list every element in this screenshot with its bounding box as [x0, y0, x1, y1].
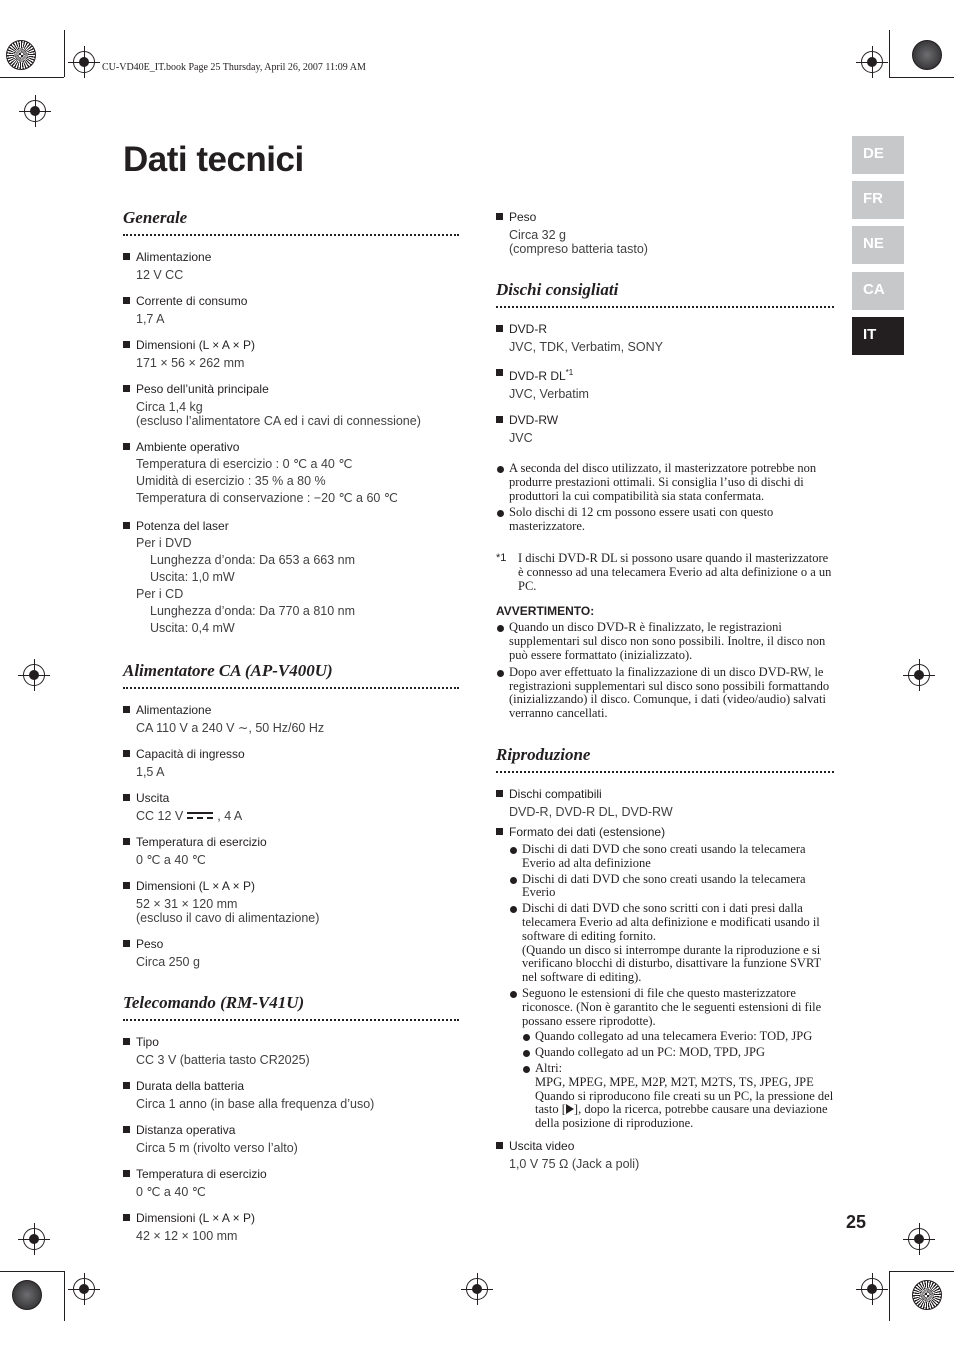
spec-item: [123, 440, 459, 507]
dc-symbol-icon: [185, 811, 215, 821]
lang-tab-it: IT: [852, 317, 904, 355]
spec-label-text: DVD-R DL: [509, 369, 566, 383]
spec-label: Ambiente operativo: [136, 440, 240, 454]
spec-item: [123, 1079, 459, 1111]
spec-value-part: CC 12 V: [136, 809, 184, 823]
footnote-ref: *1: [565, 368, 574, 377]
page-title: Dati tecnici: [123, 140, 304, 179]
spec-label: Capacità di ingresso: [136, 747, 245, 761]
warning-bullet: Quando un disco DVD-R è finalizzato, le registrazioni supplementari sul disco non sono possibili. Inoltre, il disco non può essere formattato (inizializzato).: [496, 621, 834, 662]
right-column: [496, 198, 834, 1171]
spec-value: [136, 893, 459, 925]
crop-line: [889, 1271, 890, 1321]
crop-line: [0, 1271, 64, 1272]
spec-value-line: (compreso batteria tasto): [509, 242, 648, 256]
registration-mark-icon: [466, 1278, 488, 1300]
spec-label: Temperatura di esercizio: [136, 1167, 267, 1181]
spec-value-line: Lunghezza d’onda: Da 770 a 810 nm: [150, 604, 356, 618]
spec-value-line: Uscita: 0,4 mW: [150, 621, 235, 635]
spec-item: [123, 937, 459, 969]
spec-label: Dimensioni (L × A × P): [136, 879, 255, 893]
spec-label: Durata della batteria: [136, 1079, 245, 1093]
format-bullet-text: Dischi di dati DVD che sono scritti con i dati presi dalla telecamera Everio ad alta definizione e modificati usando il software di editing fornito.: [522, 901, 820, 943]
spec-label: Tipo: [136, 1035, 159, 1049]
spec-value: 0 ℃ a 40 ℃: [136, 853, 206, 867]
spec-label: Dischi compatibili: [509, 786, 602, 801]
spec-value: 1,0 V 75 Ω (Jack a poli): [509, 1156, 640, 1171]
spec-item: [496, 1139, 834, 1171]
format-bullet: [509, 902, 834, 985]
spec-value-line: Lunghezza d’onda: Da 653 a 663 nm: [150, 553, 356, 567]
crop-line: [889, 1271, 954, 1272]
section-dischi: [496, 280, 834, 721]
crop-line: [889, 30, 890, 77]
spec-value: JVC: [509, 431, 533, 445]
spec-label: Alimentazione: [136, 703, 212, 717]
spec-label: Alimentazione: [136, 250, 212, 264]
registration-mark-icon: [23, 664, 45, 686]
registration-star-icon: [912, 1280, 942, 1310]
section-title: Generale: [123, 208, 459, 236]
format-bullet: Seguono le estensioni di file che questo masterizzatore riconosce. (Non è garantito che le seguenti estensioni di file possano essere riprodotte).: [509, 987, 834, 1028]
extension-bullet: Quando collegato ad una telecamera Everio: TOD, JPG: [522, 1030, 834, 1044]
spec-item: [123, 382, 459, 428]
registration-mark-icon: [861, 1278, 883, 1300]
format-bullet-note: (Quando un disco si interrompe durante la riproduzione e si verificano blocchi di disturbo, disattivare la funzione SVRT nel software di editing).: [522, 942, 821, 985]
spec-value: 0 ℃ a 40 ℃: [136, 1185, 206, 1199]
extension-list-text: MPG, MPEG, MPE, M2P, M2T, M2TS, TS, JPEG, JPE: [535, 1074, 814, 1089]
spec-item: [123, 1123, 459, 1155]
spec-value: 12 V CC: [136, 268, 184, 282]
spec-value-line: Temperatura di conservazione : −20 ℃ a 60 ℃: [136, 491, 398, 505]
crop-line: [889, 77, 954, 78]
spec-item: [496, 413, 834, 445]
spec-value: [136, 454, 459, 507]
spec-label: Peso: [509, 210, 537, 224]
section-title: Telecomando (RM-V41U): [123, 993, 459, 1021]
extension-note: [535, 1090, 834, 1131]
spec-value-line: Umidità di esercizio : 35 % a 80 %: [136, 474, 326, 488]
spec-value: [136, 805, 459, 823]
section-generale: [123, 208, 459, 637]
crop-line: [64, 1271, 65, 1321]
spec-value: 42 × 12 × 100 mm: [136, 1229, 238, 1243]
spec-label: Peso dell’unità principale: [136, 382, 269, 396]
registration-star-icon: [6, 40, 36, 70]
spec-item: [123, 1211, 459, 1243]
spec-label: Temperatura di esercizio: [136, 835, 267, 849]
spec-label: Distanza operativa: [136, 1123, 236, 1137]
warning-title: AVVERTIMENTO:: [496, 604, 595, 619]
spec-label: Dimensioni (L × A × P): [136, 338, 255, 352]
extension-list: [509, 1030, 834, 1131]
format-list: [509, 839, 834, 1131]
registration-mark-icon: [73, 1278, 95, 1300]
print-header: CU-VD40E_IT.book Page 25 Thursday, April 26, 2007 11:09 AM: [102, 62, 366, 73]
spec-value: JVC, TDK, Verbatim, SONY: [509, 340, 663, 354]
spec-value: 1,7 A: [136, 312, 165, 326]
spec-label: Corrente di consumo: [136, 294, 248, 308]
spec-value-line: Per i DVD: [136, 536, 192, 550]
spec-value: [509, 224, 834, 256]
spec-item: [123, 250, 459, 282]
section-telecomando: [123, 993, 459, 1243]
spec-value: 171 × 56 × 262 mm: [136, 356, 245, 370]
spec-item: [496, 787, 834, 819]
spec-label: Uscita: [136, 791, 170, 805]
registration-mark-icon: [908, 1228, 930, 1250]
spec-value-line: (escluso l’alimentatore CA ed i cavi di connessione): [136, 414, 421, 428]
spec-item: [123, 879, 459, 925]
spec-value: 1,5 A: [136, 765, 165, 779]
spec-value-line: 52 × 31 × 120 mm: [136, 897, 238, 911]
spec-value: JVC, Verbatim: [509, 387, 589, 401]
registration-mark-icon: [73, 51, 95, 73]
spec-value: [136, 533, 459, 637]
spec-item: [496, 366, 834, 401]
spec-value-part: , 4 A: [217, 809, 243, 823]
registration-star-icon: [912, 40, 942, 70]
spec-label: DVD-RW: [509, 413, 559, 427]
crop-line: [64, 30, 65, 77]
footnote-mark: *1: [496, 551, 507, 564]
registration-star-icon: [12, 1280, 42, 1310]
footnote: [496, 552, 834, 593]
spec-item: [123, 1035, 459, 1067]
spec-value: CA 110 V a 240 V ∼, 50 Hz/60 Hz: [136, 721, 325, 735]
spec-item: [123, 703, 459, 735]
spec-label: Peso: [136, 937, 164, 951]
section-title: Riproduzione: [496, 745, 834, 773]
registration-mark-icon: [861, 51, 883, 73]
extension-bullet-text: Altri:: [535, 1060, 563, 1075]
spec-item: [123, 747, 459, 779]
left-column: [123, 208, 459, 1243]
registration-mark-icon: [24, 100, 46, 122]
spec-value-line: Temperatura di esercizio : 0 ℃ a 40 ℃: [136, 457, 353, 471]
format-bullet: Dischi di dati DVD che sono creati usando la telecamera Everio ad alta definizione: [509, 843, 834, 871]
extension-note-b: ], dopo la ricerca, potrebbe causare una deviazione della posizione di riproduzione.: [535, 1102, 828, 1131]
spec-label: [509, 366, 834, 383]
spec-item: [496, 825, 834, 1131]
section-riproduzione: [496, 745, 834, 1171]
spec-value: DVD-R, DVD-R DL, DVD-RW: [509, 804, 673, 819]
spec-label: Uscita video: [509, 1138, 575, 1153]
page-number: 25: [846, 1212, 867, 1232]
lang-tab-ne: NE: [852, 226, 904, 264]
spec-value-line: Uscita: 1,0 mW: [150, 570, 235, 584]
extension-bullet: Quando collegato ad un PC: MOD, TPD, JPG: [522, 1046, 834, 1060]
lang-tab-de: DE: [852, 136, 904, 174]
extension-note-a: Quando si riproducono file creati su un PC, la pressione del tasto [: [535, 1088, 834, 1117]
spec-item: [123, 835, 459, 867]
spec-item: [123, 338, 459, 370]
spec-value: Circa 5 m (rivolto verso l’alto): [136, 1141, 298, 1155]
spec-value: Circa 1 anno (in base alla frequenza d’uso): [136, 1097, 375, 1111]
spec-item: [496, 210, 834, 256]
format-bullet: Dischi di dati DVD che sono creati usando la telecamera Everio: [509, 873, 834, 901]
spec-value-line: Circa 32 g: [509, 228, 566, 242]
spec-value-line: Per i CD: [136, 587, 184, 601]
crop-line: [0, 77, 64, 78]
spec-value: Circa 250 g: [136, 955, 200, 969]
lang-tab-ca: CA: [852, 272, 904, 310]
lang-tab-fr: FR: [852, 181, 904, 219]
footnote-text: I dischi DVD-R DL si possono usare quando il masterizzatore è connesso ad una telecamera Everio ad alta definizione o a un PC.: [518, 550, 832, 593]
spec-label: Dimensioni (L × A × P): [136, 1211, 255, 1225]
section-alimentatore: [123, 661, 459, 969]
spec-label: Potenza del laser: [136, 519, 229, 533]
extension-bullet: [522, 1062, 834, 1131]
spec-value: CC 3 V (batteria tasto CR2025): [136, 1053, 310, 1067]
spec-item: [123, 1167, 459, 1199]
play-icon: [566, 1104, 574, 1114]
spec-value: [136, 396, 459, 428]
spec-label: DVD-R: [509, 322, 547, 336]
bullet-item: Solo dischi di 12 cm possono essere usati con questo masterizzatore.: [496, 506, 834, 534]
bullet-item: A seconda del disco utilizzato, il masterizzatore potrebbe non produrre prestazioni ottimali. Si consiglia l’uso di dischi di produttori la cui compatibilità sia stata confermata.: [496, 462, 834, 503]
section-title: Alimentatore CA (AP-V400U): [123, 661, 459, 689]
spec-item: [123, 519, 459, 637]
spec-value-line: Circa 1,4 kg: [136, 400, 203, 414]
warning-bullet: Dopo aver effettuato la finalizzazione di un disco DVD-RW, le registrazioni supplementari sul disco sono possibili formattando (inizializzando) il disco. Comunque, i dati (video/audio) salvati verranno cancellati.: [496, 666, 834, 721]
spec-label: Formato dei dati (estensione): [509, 824, 666, 839]
spec-item: [123, 791, 459, 823]
spec-value-line: (escluso il cavo di alimentazione): [136, 911, 320, 925]
registration-mark-icon: [908, 664, 930, 686]
spec-item: [496, 322, 834, 354]
registration-mark-icon: [23, 1228, 45, 1250]
spec-item: [123, 294, 459, 326]
section-title: Dischi consigliati: [496, 280, 834, 308]
